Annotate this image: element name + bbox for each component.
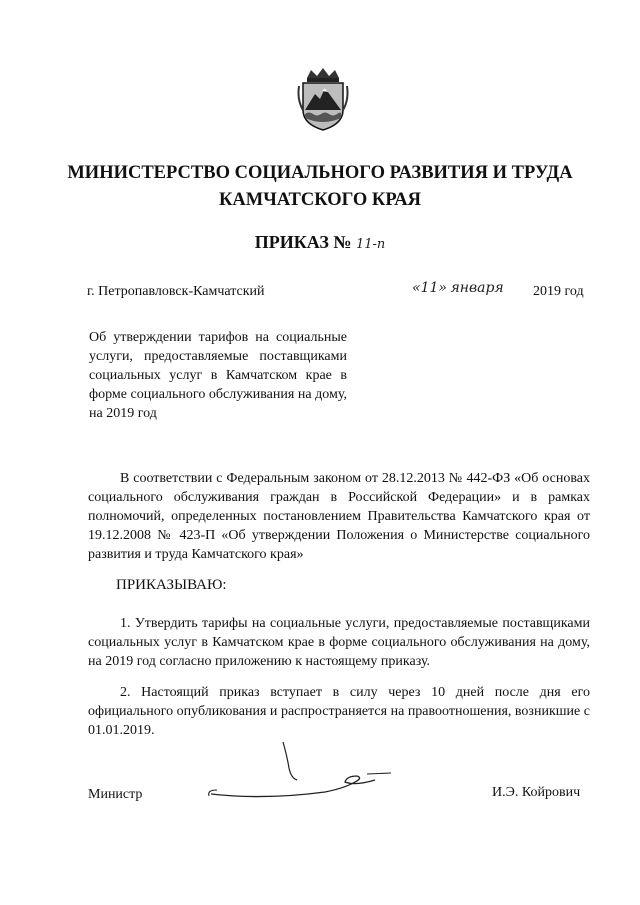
signatory-title: Министр [88, 787, 143, 802]
preamble-paragraph: В соответствии с Федеральным законом от 28.12.2013 № 442-ФЗ «Об основах социального обслуживания граждан в Российской Федерации» и в рамках полномочий, определенных постановлением Правительства Камчатского края от 19.12.2008 № 423-П «Об утверждении Положения о Министерстве социального развития и труда Камчатского края» [88, 471, 590, 562]
order-command: ПРИКАЗЫВАЮ: [116, 577, 227, 593]
ministry-line-2: КАМЧАТСКОГО КРАЯ [219, 190, 421, 210]
order-number-handwritten: 11-п [355, 237, 386, 252]
order-date [412, 280, 504, 297]
order-year: 2019 год [533, 284, 584, 299]
signatory-name: И.Э. Койрович [492, 785, 581, 800]
coat-of-arms-icon [295, 66, 351, 132]
order-subject: Об утверждении тарифов на социальные услуги, предоставляемые поставщиками социальных услуг в Камчатском крае в форме социального обслуживания на дому, на 2019 год [89, 330, 347, 421]
ministry-line-1: МИНИСТЕРСТВО СОЦИАЛЬНОГО РАЗВИТИЯ И ТРУДА [67, 163, 573, 183]
ministry-name [0, 160, 640, 214]
order-title [0, 232, 640, 253]
date-day-handwritten: «11» [412, 280, 447, 296]
date-month-handwritten: января [450, 280, 504, 296]
order-item-1: 1. Утвердить тарифы на социальные услуги, предоставляемые поставщиками социальных услуг в Камчатском крае в форме социального обслуживания на дому, на 2019 год согласно приложению к настоящему приказу. [88, 616, 590, 669]
order-label: ПРИКАЗ № [254, 232, 352, 252]
handwritten-signature [205, 738, 395, 808]
order-item-2: 2. Настоящий приказ вступает в силу через 10 дней после дня его официального опубликования и распространяется на правоотношения, возникшие с 01.01.2019. [88, 685, 590, 738]
city: г. Петропавловск-Камчатский [87, 284, 265, 299]
